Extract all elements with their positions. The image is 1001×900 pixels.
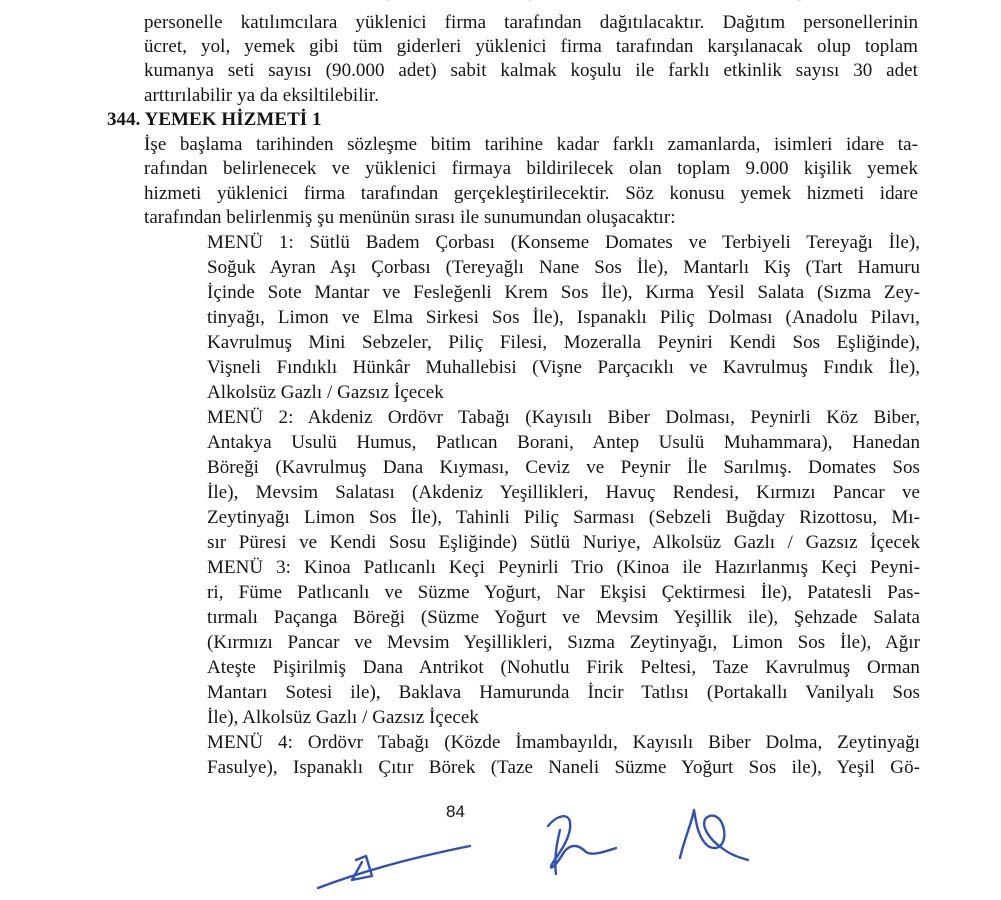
- menu-line: MENÜ 1: Sütlü Badem Çorbası (Konseme Domates ve Terbiyeli Tereyağı İle),: [207, 232, 920, 253]
- menu-line: Vişneli Fındıklı Hünkâr Muhallebisi (Vişne Parçacıklı ve Kavrulmuş Fındık İle),: [207, 357, 920, 378]
- menu-line: MENÜ 3: Kinoa Patlıcanlı Keçi Peynirli Trio (Kinoa ile Hazırlanmış Keçi Peyni-: [207, 557, 920, 578]
- body-line: hizmeti yüklenici firma tarafından gerçekleştirilecektir. Söz konusu yemek hizmeti idare: [144, 183, 918, 204]
- menu-line: tırmalı Paçanga Böreği (Süzme Yoğurt ve Mevsim Yeşillik ile), Şehzade Salata: [207, 607, 920, 628]
- body-line: rafından belirlenecek ve yüklenici firmaya bildirilecek olan toplam 9.000 kişilik yemek: [144, 158, 918, 179]
- intro-line: ücret, yol, yemek gibi tüm giderleri yüklenici firma tarafından karşılanacak olup toplam: [144, 36, 918, 57]
- right-initial-stroke: [680, 810, 748, 860]
- body-line: tarafından belirlenmiş şu menünün sırası ile sunumundan oluşacaktır:: [144, 207, 676, 228]
- left-signature-arrow: [352, 856, 372, 880]
- menu-line: Böreği (Kavrulmuş Dana Kıyması, Ceviz ve Peynir İle Sarılmış. Domates Sos: [207, 457, 920, 478]
- body-line: İşe başlama tarihinden sözleşme bitim tarihine kadar farklı zamanlarda, isimleri idare ta-: [144, 134, 918, 155]
- menu-line: İle), Alkolsüz Gazlı / Gazsız İçecek: [207, 707, 479, 728]
- intro-line: personelle katılımcılara yüklenici firma tarafından dağıtılacaktır. Dağıtım personellerinin: [144, 12, 918, 33]
- menu-line: İle), Mevsim Salatası (Akdeniz Yeşillikleri, Havuç Rendesi, Kırmızı Pancar ve: [207, 482, 920, 503]
- menu-line: Zeytinyağı Limon Sos İle), Tahinli Piliç Sarması (Sebzeli Buğday Rizottosu, Mı-: [207, 507, 920, 528]
- menu-line: tinyağı, Limon ve Elma Sirkesi Sos İle), Ispanaklı Piliç Dolması (Anadolu Pilavı,: [207, 307, 920, 328]
- intro-line: kumanya seti sayısı (90.000 adet) sabit kalmak koşulu ile farklı etkinlik sayısı 30 adet: [144, 60, 918, 81]
- menu-line: Alkolsüz Gazlı / Gazsız İçecek: [207, 382, 444, 403]
- menu-line: Ateşte Pişirilmiş Dana Antrikot (Nohutlu Firik Peltesi, Taze Kavrulmuş Orman: [207, 657, 920, 678]
- menu-line: MENÜ 4: Ordövr Tabağı (Közde İmambayıldı, Kayısılı Biber Dolma, Zeytinyağı: [207, 732, 920, 753]
- left-signature-stroke: [318, 846, 470, 888]
- menu-line: (Kırmızı Pancar ve Mevsim Yeşillikleri, Sızma Zeytinyağı, Limon Sos İle), Ağır: [207, 632, 920, 653]
- menu-line: sır Püresi ve Kendi Sosu Eşliğinde) Sütlü Nuriye, Alkolsüz Gazlı / Gazsız İçecek: [207, 532, 920, 553]
- section-heading: 344. YEMEK HİZMETİ 1: [107, 109, 322, 130]
- menu-line: İçinde Sote Mantar ve Fesleğenli Krem Sos İle), Kırma Yesil Salata (Sızma Zey-: [207, 282, 920, 303]
- menu-line: Fasulye), Ispanaklı Çıtır Börek (Taze Naneli Süzme Yoğurt Sos ile), Yeşil Gö-: [207, 757, 920, 778]
- menu-line: MENÜ 2: Akdeniz Ordövr Tabağı (Kayısılı Biber Dolması, Peynirli Köz Biber,: [207, 407, 920, 428]
- menu-line: Soğuk Ayran Aşı Çorbası (Tereyağlı Nane Sos İle), Mantarlı Kiş (Tart Hamuru: [207, 257, 920, 278]
- menu-line: Kavrulmuş Mini Sebzeler, Piliç Filesi, Mozeralla Peyniri Kendi Sos Eşliğinde),: [207, 332, 920, 353]
- menu-line: Antakya Usulü Humus, Patlıcan Borani, Antep Usulü Muhammara), Hanedan: [207, 432, 920, 453]
- menu-line: Mantarı Sotesi ile), Baklava Hamurunda İncir Tatlısı (Portakallı Vanilyalı Sos: [207, 682, 920, 703]
- menu-line: ri, Füme Patlıcanlı ve Süzme Yoğurt, Nar Ekşisi Çektirmesi İle), Patatesli Pas-: [207, 582, 920, 603]
- page-number: 84: [446, 802, 465, 821]
- intro-line: arttırılabilir ya da eksiltilebilir.: [144, 85, 380, 106]
